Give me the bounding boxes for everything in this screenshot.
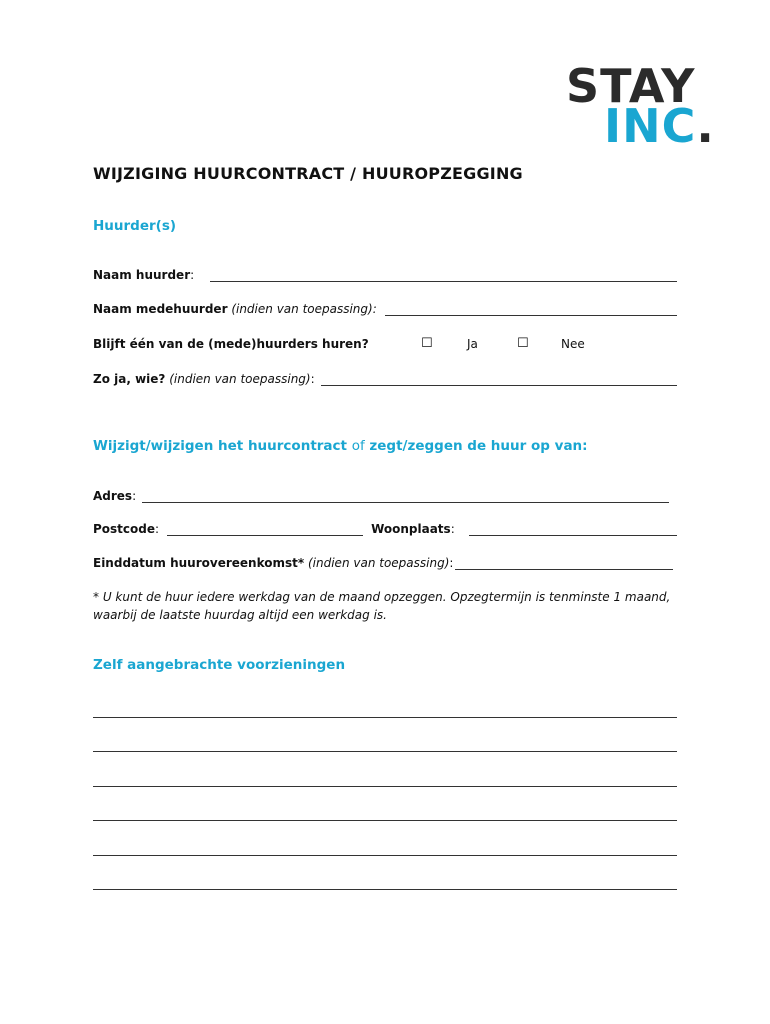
section-heading-huurders: Huurder(s) (93, 218, 177, 234)
logo-line2: INC. (604, 99, 715, 153)
field-zo-ja-wie: Zo ja, wie? (indien van toepassing) : (93, 368, 677, 386)
voorzieningen-line-4[interactable] (93, 819, 677, 821)
naam-medehuurder-input[interactable] (385, 302, 677, 316)
adres-label: Adres (93, 489, 133, 503)
postcode-input[interactable] (167, 522, 363, 536)
voorzieningen-line-1[interactable] (93, 716, 677, 718)
field-naam-huurder: Naam huurder : (93, 264, 677, 282)
zo-ja-wie-label: Zo ja, wie? (93, 372, 166, 386)
naam-medehuurder-hint: (indien van toepassing): (231, 302, 377, 316)
field-adres: Adres : (93, 485, 677, 503)
opzegtermijn-footnote: * U kunt de huur iedere werkdag van de maand opzeggen. Opzegtermijn is tenminste 1 maand, waarbij de laatste huurdag altijd een werkdag is. (93, 590, 671, 622)
woonplaats-input[interactable] (469, 522, 677, 536)
field-blijft-huren (93, 333, 677, 351)
voorzieningen-line-5[interactable] (93, 854, 677, 856)
zo-ja-wie-hint: (indien van toepassing) (169, 372, 311, 386)
option-nee-label: Nee (561, 337, 585, 351)
postcode-label: Postcode (93, 522, 156, 536)
adres-input[interactable] (142, 489, 669, 503)
woonplaats-label: Woonplaats (371, 522, 451, 536)
field-einddatum: Einddatum huurovereenkomst* (indien van toepassing) : (93, 552, 677, 570)
naam-huurder-label: Naam huurder (93, 268, 191, 282)
voorzieningen-line-2[interactable] (93, 750, 677, 752)
voorzieningen-line-6[interactable] (93, 888, 677, 890)
logo-line1: STAY (566, 59, 696, 113)
zo-ja-wie-input[interactable] (321, 372, 677, 386)
field-postcode-woonplaats: Postcode : Woonplaats : (93, 518, 677, 536)
stay-inc-logo (566, 59, 715, 153)
checkbox-nee[interactable]: ☐ (517, 336, 529, 351)
naam-medehuurder-label: Naam medehuurder (93, 302, 228, 316)
naam-huurder-input[interactable] (210, 268, 677, 282)
option-ja-label: Ja (467, 337, 478, 351)
einddatum-input[interactable] (455, 556, 673, 570)
checkbox-ja[interactable]: ☐ (421, 336, 433, 351)
einddatum-hint: (indien van toepassing) (307, 556, 450, 570)
section-heading-wijzigt: Wijzigt/wijzigen het huurcontract of zegt/zeggen de huur op van: (93, 438, 588, 454)
einddatum-label: Einddatum huurovereenkomst* (93, 556, 305, 570)
voorzieningen-line-3[interactable] (93, 785, 677, 787)
section-heading-voorzieningen: Zelf aangebrachte voorzieningen (93, 657, 346, 673)
page-title: WIJZIGING HUURCONTRACT / HUUROPZEGGING (93, 164, 523, 183)
field-naam-medehuurder (93, 298, 677, 316)
blijft-huren-label: Blijft één van de (mede)huurders huren? (93, 337, 369, 351)
